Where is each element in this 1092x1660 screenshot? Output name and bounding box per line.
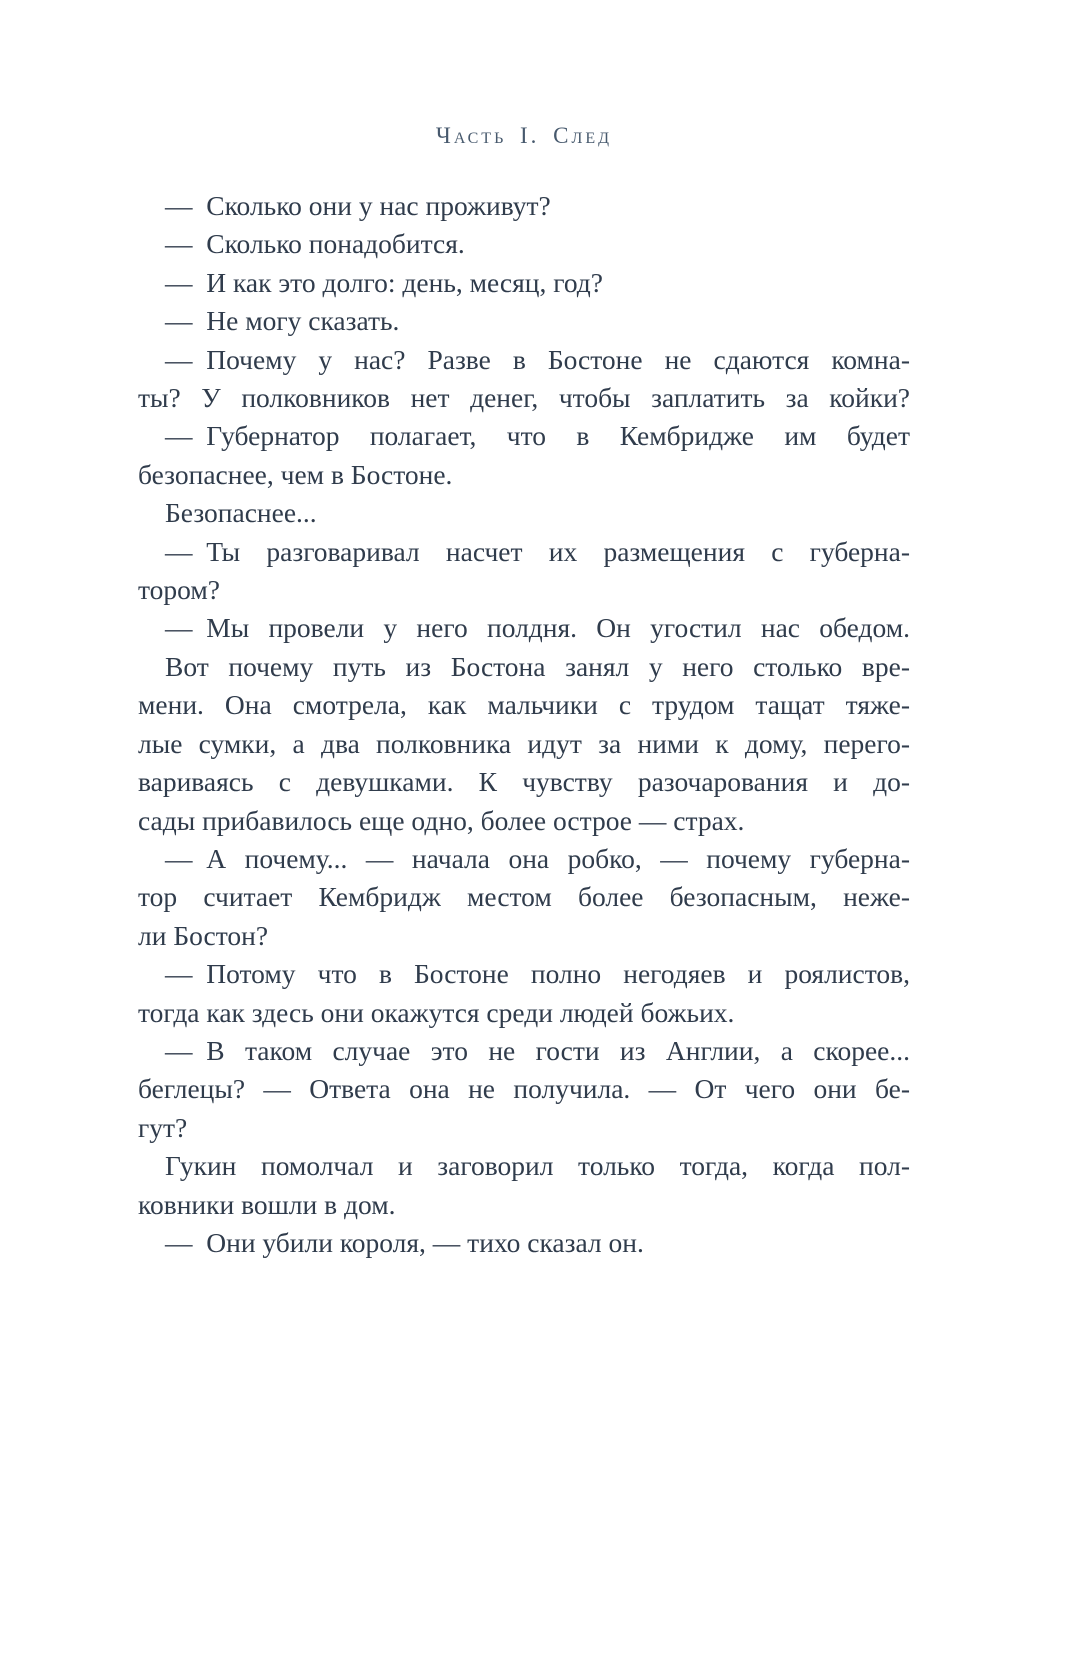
text-line: — В таком случае это не гости из Англии, а скорее... — [165, 1034, 910, 1066]
text-line: Вот почему путь из Бостона занял у него столько вре- — [165, 650, 910, 682]
text-line: гут? — [138, 1111, 188, 1143]
text-line: Гукин помолчал и заговорил только тогда, когда пол- — [165, 1150, 910, 1182]
text-line: тор считает Кембридж местом более безопасным, неже- — [138, 881, 910, 913]
text-line: — Они убили короля, — тихо сказал он. — [165, 1226, 644, 1258]
text-line: тогда как здесь они окажутся среди людей божьих. — [138, 996, 735, 1028]
text-block — [138, 187, 910, 1262]
text-line: — Сколько понадобится. — [165, 228, 465, 260]
text-line: — Губернатор полагает, что в Кембридже им будет — [165, 420, 910, 452]
text-line: — Не могу сказать. — [165, 305, 400, 337]
text-line: ковники вошли в дом. — [138, 1188, 396, 1220]
text-line: — Потому что в Бостоне полно негодяев и роялистов, — [165, 958, 910, 990]
text-line: тором? — [138, 574, 220, 606]
text-line: вариваясь с девушками. К чувству разочарования и до- — [138, 766, 910, 798]
text-line: — И как это долго: день, месяц, год? — [165, 266, 603, 298]
text-line: ты? У полковников нет денег, чтобы заплатить за койки? — [138, 382, 910, 414]
text-line: — Мы провели у него полдня. Он угостил нас обедом. — [165, 612, 910, 644]
text-line: — А почему... — начала она робко, — почему губерна- — [165, 842, 910, 874]
text-line: безопаснее, чем в Бостоне. — [138, 458, 453, 490]
text-line: лые сумки, а два полковника идут за ними к дому, перего- — [138, 727, 910, 759]
text-line: мени. Она смотрела, как мальчики с трудом тащат тяже- — [138, 689, 910, 721]
text-line: — Сколько они у нас проживут? — [165, 190, 551, 221]
text-line: Безопаснее... — [165, 497, 317, 529]
text-line: ли Бостон? — [138, 919, 269, 951]
text-line: — Почему у нас? Разве в Бостоне не сдаются комна- — [165, 343, 910, 375]
text-line: сады прибавилось еще одно, более острое — страх. — [138, 804, 745, 836]
text-line: беглецы? — Ответа она не получила. — От чего они бе- — [138, 1073, 910, 1105]
text-line: — Ты разговаривал насчет их размещения с губерна- — [165, 535, 910, 567]
running-header-part-title: Часть I. След — [435, 123, 613, 148]
